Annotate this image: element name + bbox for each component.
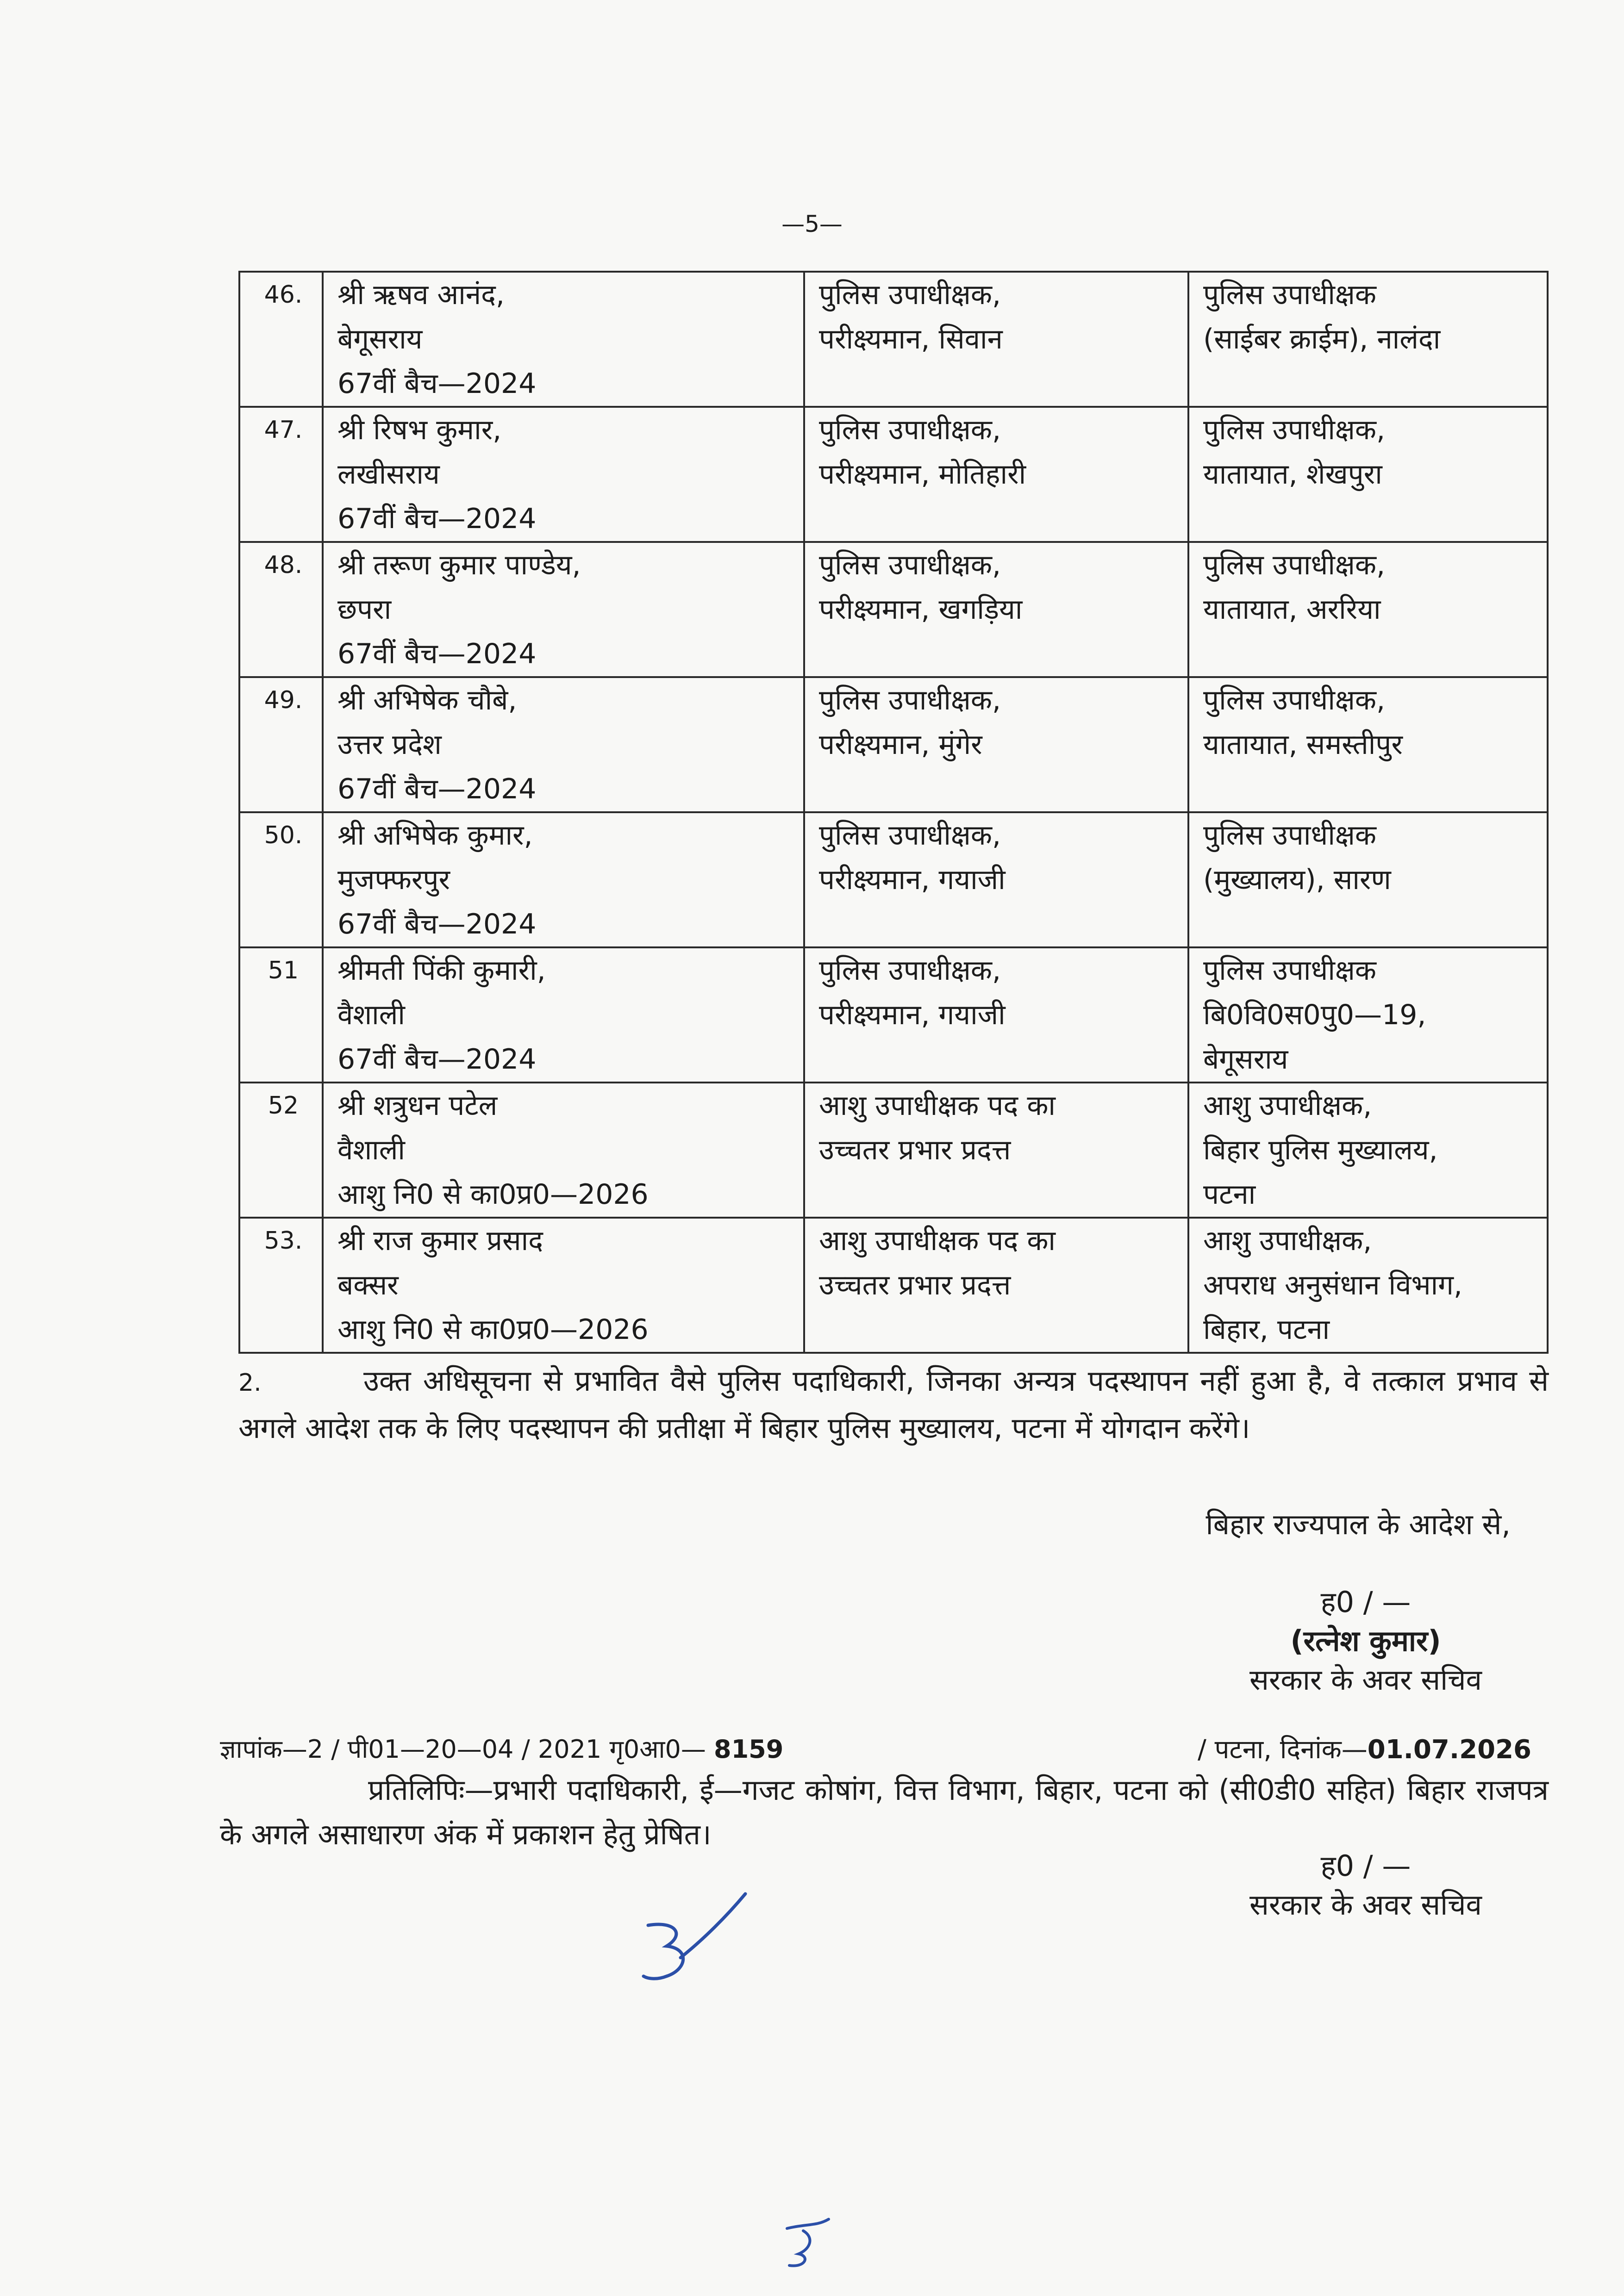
officer-name-cell-line: छपरा <box>337 593 392 626</box>
current-posting-cell-line: उच्चतर प्रभार प्रदत्त <box>819 1134 1011 1166</box>
current-posting-cell <box>804 1218 1188 1353</box>
new-posting-cell-line: यातायात, समस्तीपुर <box>1203 728 1403 761</box>
table-row <box>239 272 1548 407</box>
memo-date-prefix: / पटना, दिनांक— <box>1198 1735 1368 1765</box>
current-posting-cell-line: पुलिस उपाधीक्षक, <box>819 414 1001 446</box>
officer-name-cell <box>323 542 804 677</box>
new-posting-cell-line: बिहार पुलिस मुख्यालय, <box>1203 1134 1438 1166</box>
current-posting-cell <box>804 542 1188 677</box>
current-posting-cell-line: परीक्ष्यमान, मुंगेर <box>819 728 982 761</box>
serial-number-cell: 47. <box>239 407 323 542</box>
table-row <box>239 812 1548 947</box>
table-row <box>239 677 1548 812</box>
serial-number-cell: 48. <box>239 542 323 677</box>
table-row <box>239 542 1548 677</box>
officer-name-cell-line: श्री अभिषेक कुमार, <box>337 819 533 852</box>
new-posting-cell-line: यातायात, शेखपुरा <box>1203 458 1382 491</box>
new-posting-cell-line: बि0वि0स0पु0—19, <box>1203 999 1426 1031</box>
new-posting-cell <box>1188 947 1548 1083</box>
current-posting-cell <box>804 947 1188 1083</box>
paragraph-text: उक्त अधिसूचना से प्रभावित वैसे पुलिस पदाधिकारी, जिनका अन्यत्र पदस्थापन नहीं हुआ है, वे तत्काल प्रभाव से अगले आदेश तक के लिए पदस्थापन की प्रतीक्षा में बिहार पुलिस मुख्यालय, पटना में योगदान करेंगे। <box>238 1364 1549 1445</box>
officer-name-cell <box>323 677 804 812</box>
officer-name-cell-line: मुजफ्फरपुर <box>337 864 450 896</box>
new-posting-cell-line: आशु उपाधीक्षक, <box>1203 1089 1372 1122</box>
new-posting-cell-line: (मुख्यालय), सारण <box>1203 864 1391 896</box>
officer-name-cell-line: श्रीमती पिंकी कुमारी, <box>337 954 546 987</box>
current-posting-cell-line: आशु उपाधीक्षक पद का <box>819 1089 1056 1122</box>
new-posting-cell-line: पुलिस उपाधीक्षक, <box>1203 684 1386 716</box>
officer-name-cell-line: 67वीं बैच—2024 <box>337 367 537 400</box>
serial-number-cell: 52 <box>239 1083 323 1218</box>
signatory-block-2 <box>1157 1847 1574 1924</box>
signatory-block-1 <box>1157 1583 1574 1699</box>
serial-number-cell: 50. <box>239 812 323 947</box>
current-posting-cell-line: परीक्ष्यमान, खगड़िया <box>819 593 1023 626</box>
serial-number-cell: 46. <box>239 272 323 407</box>
new-posting-cell-line: अपराध अनुसंधान विभाग, <box>1203 1269 1462 1301</box>
officer-name-cell-line: श्री रिषभ कुमार, <box>337 414 502 446</box>
officer-name-cell-line: बेगूसराय <box>337 323 423 355</box>
paragraph-number: 2. <box>238 1369 262 1397</box>
new-posting-cell-line: आशु उपाधीक्षक, <box>1203 1225 1372 1257</box>
officer-name-cell <box>323 272 804 407</box>
serial-number-cell: 49. <box>239 677 323 812</box>
current-posting-cell <box>804 812 1188 947</box>
officer-name-cell <box>323 1083 804 1218</box>
officer-name-cell-line: 67वीं बैच—2024 <box>337 773 537 805</box>
new-posting-cell <box>1188 272 1548 407</box>
handwritten-signature-icon <box>634 1888 755 1995</box>
paragraph-2 <box>238 1358 1549 1451</box>
new-posting-cell-line: (साईबर क्राईम), नालंदा <box>1203 323 1441 355</box>
memo-number <box>220 1731 783 1765</box>
officer-name-cell-line: लखीसराय <box>337 458 440 491</box>
current-posting-cell-line: उच्चतर प्रभार प्रदत्त <box>819 1269 1011 1301</box>
officer-name-cell <box>323 1218 804 1353</box>
officer-name-cell-line: श्री अभिषेक चौबे, <box>337 684 517 716</box>
current-posting-cell <box>804 677 1188 812</box>
signatory-designation: सरकार के अवर सचिव <box>1249 1663 1482 1697</box>
new-posting-cell <box>1188 677 1548 812</box>
current-posting-cell <box>804 407 1188 542</box>
officer-name-cell <box>323 407 804 542</box>
table-row <box>239 407 1548 542</box>
current-posting-cell-line: परीक्ष्यमान, मोतिहारी <box>819 458 1026 491</box>
new-posting-cell-line: बिहार, पटना <box>1203 1313 1330 1346</box>
new-posting-cell <box>1188 1083 1548 1218</box>
page-number: —5— <box>781 211 843 237</box>
initials-mark-icon <box>778 2212 843 2272</box>
officer-name-cell-line: श्री तरूण कुमार पाण्डेय, <box>337 549 581 581</box>
current-posting-cell-line: परीक्ष्यमान, सिवान <box>819 323 1003 355</box>
memo-date <box>1198 1731 1531 1766</box>
new-posting-cell <box>1188 542 1548 677</box>
order-line: बिहार राज्यपाल के आदेश से, <box>1206 1507 1511 1541</box>
signed-mark-2: ह0 / — <box>1320 1849 1411 1883</box>
officer-name-cell-line: श्री ऋषव आनंद, <box>337 279 505 311</box>
signatory-designation-2: सरकार के अवर सचिव <box>1249 1888 1482 1922</box>
memo-date-value: 01.07.2026 <box>1367 1735 1531 1765</box>
new-posting-cell-line: बेगूसराय <box>1203 1043 1288 1076</box>
new-posting-cell <box>1188 407 1548 542</box>
new-posting-cell-line: पुलिस उपाधीक्षक <box>1203 819 1376 852</box>
officer-name-cell-line: वैशाली <box>337 1134 405 1166</box>
new-posting-cell-line: पटना <box>1203 1178 1256 1211</box>
officer-name-cell <box>323 812 804 947</box>
new-posting-cell-line: यातायात, अररिया <box>1203 593 1381 626</box>
signatory-name: (रत्नेश कुमार) <box>1290 1624 1441 1658</box>
current-posting-cell-line: परीक्ष्यमान, गयाजी <box>819 999 1006 1031</box>
new-posting-cell <box>1188 1218 1548 1353</box>
new-posting-cell-line: पुलिस उपाधीक्षक, <box>1203 414 1386 446</box>
serial-number-cell: 53. <box>239 1218 323 1353</box>
current-posting-cell-line: पुलिस उपाधीक्षक, <box>819 819 1001 852</box>
current-posting-cell <box>804 1083 1188 1218</box>
officer-name-cell-line: आशु नि0 से का0प्र0—2026 <box>337 1178 649 1211</box>
officer-name-cell-line: वैशाली <box>337 999 405 1031</box>
new-posting-cell <box>1188 812 1548 947</box>
memo-number-prefix: ज्ञापांक—2 / पी01—20—04 / 2021 गृ0आ0— <box>220 1735 714 1764</box>
current-posting-cell-line: पुलिस उपाधीक्षक, <box>819 954 1001 987</box>
signed-mark: ह0 / — <box>1320 1585 1411 1619</box>
current-posting-cell-line: परीक्ष्यमान, गयाजी <box>819 864 1006 896</box>
current-posting-cell-line: पुलिस उपाधीक्षक, <box>819 684 1001 716</box>
posting-table <box>238 271 1549 1354</box>
officer-name-cell-line: 67वीं बैच—2024 <box>337 1043 537 1076</box>
current-posting-cell-line: आशु उपाधीक्षक पद का <box>819 1225 1056 1257</box>
officer-name-cell-line: 67वीं बैच—2024 <box>337 908 537 940</box>
officer-name-cell-line: श्री शत्रुधन पटेल <box>337 1089 498 1122</box>
officer-name-cell-line: श्री राज कुमार प्रसाद <box>337 1225 543 1257</box>
new-posting-cell-line: पुलिस उपाधीक्षक, <box>1203 549 1386 581</box>
table-row <box>239 1218 1548 1353</box>
table-row <box>239 1083 1548 1218</box>
new-posting-cell-line: पुलिस उपाधीक्षक <box>1203 954 1376 987</box>
table-row <box>239 947 1548 1083</box>
officer-name-cell-line: 67वीं बैच—2024 <box>337 503 537 535</box>
copy-to-text: प्रतिलिपिः—प्रभारी पदाधिकारी, ई—गजट कोषांग, वित्त विभाग, बिहार, पटना को (सी0डी0 सहित) बिहार राजपत्र के अगले असाधारण अंक में प्रकाशन हेतु प्रेषित। <box>220 1773 1549 1851</box>
officer-name-cell-line: आशु नि0 से का0प्र0—2026 <box>337 1313 649 1346</box>
officer-name-cell-line: 67वीं बैच—2024 <box>337 638 537 670</box>
officer-name-cell-line: उत्तर प्रदेश <box>337 728 442 761</box>
current-posting-cell <box>804 272 1188 407</box>
memo-number-value: 8159 <box>714 1735 784 1764</box>
officer-name-cell-line: बक्सर <box>337 1269 399 1301</box>
current-posting-cell-line: पुलिस उपाधीक्षक, <box>819 549 1001 581</box>
officer-name-cell <box>323 947 804 1083</box>
serial-number-cell: 51 <box>239 947 323 1083</box>
current-posting-cell-line: पुलिस उपाधीक्षक, <box>819 279 1001 311</box>
new-posting-cell-line: पुलिस उपाधीक्षक <box>1203 279 1376 311</box>
